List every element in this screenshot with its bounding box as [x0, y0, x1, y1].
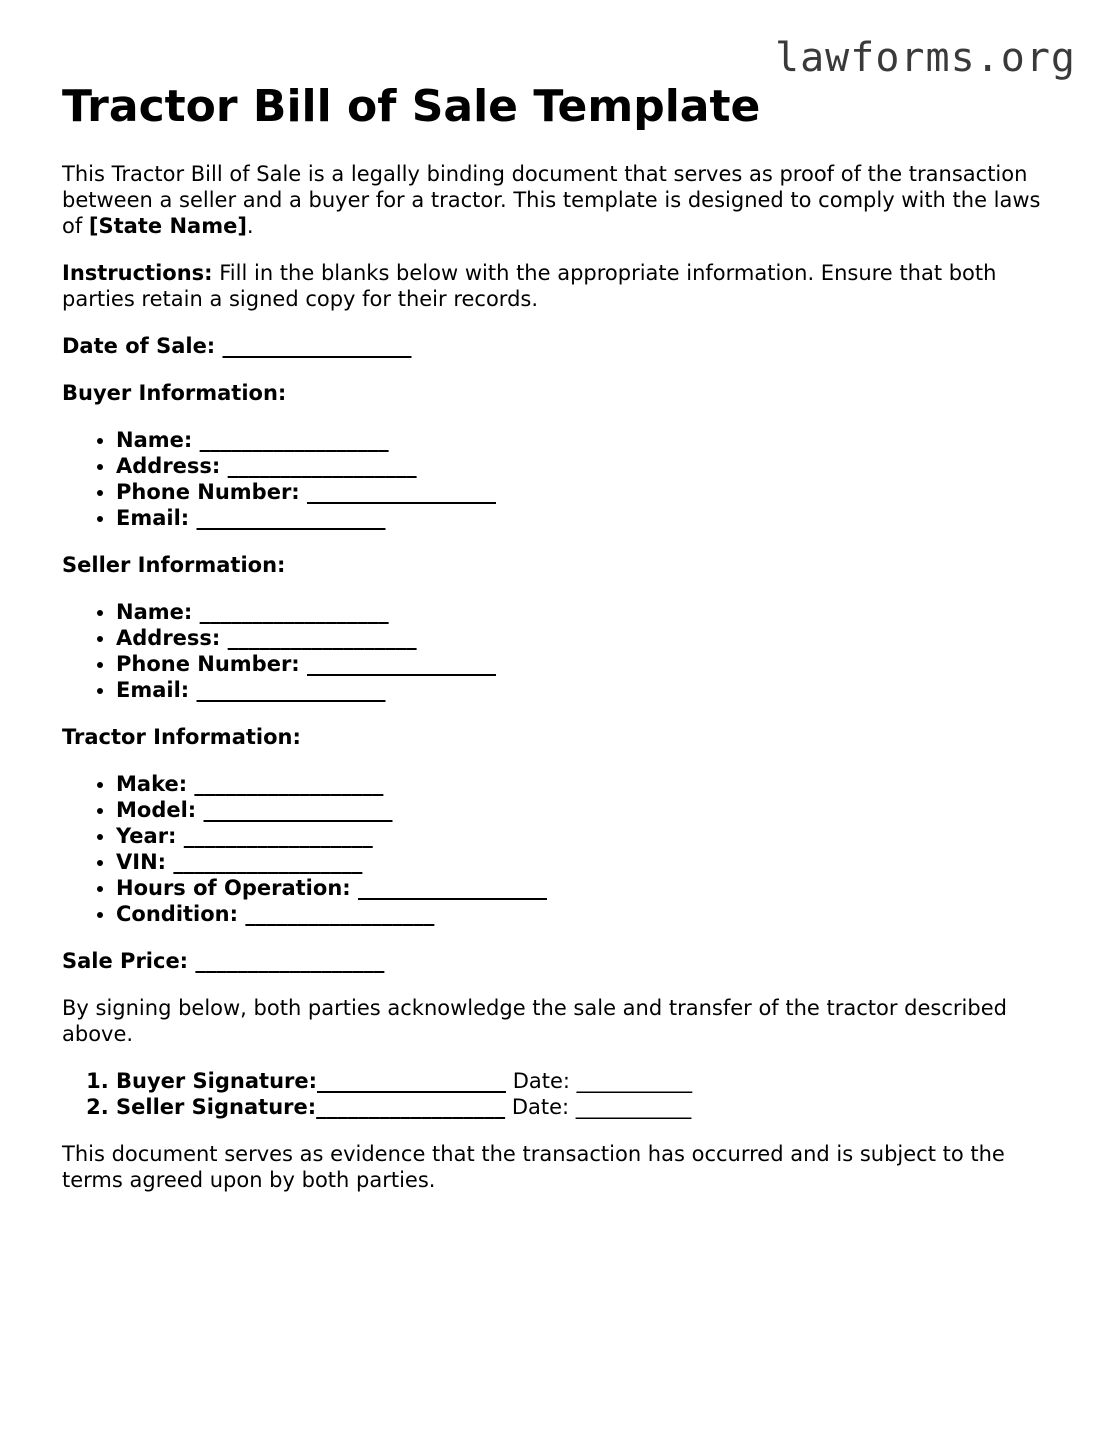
seller-email-field[interactable]: • Email: __________________ — [116, 677, 1052, 703]
buyer-signature-label[interactable]: Buyer Signature:__________________ — [116, 1069, 507, 1093]
tractor-year-field[interactable]: • Year: __________________ — [116, 823, 1052, 849]
tractor-model-field[interactable]: • Model: __________________ — [116, 797, 1052, 823]
tractor-hours-field[interactable]: • Hours of Operation: __________________ — [116, 875, 1052, 901]
acknowledgement-paragraph: By signing below, both parties acknowledge the sale and transfer of the tractor described above. — [62, 996, 1007, 1046]
instructions-text: Fill in the blanks below with the appropriate information. Ensure that both parties retain a signed copy for their records. — [62, 261, 997, 311]
seller-section-heading: Seller Information: — [62, 553, 286, 577]
seller-phone-field[interactable]: • Phone Number: __________________ — [116, 651, 1052, 677]
tractor-section-heading: Tractor Information: — [62, 725, 301, 749]
watermark: lawforms.org — [775, 35, 1076, 81]
buyer-section-heading: Buyer Information: — [62, 381, 287, 405]
tractor-condition-field[interactable]: • Condition: __________________ — [116, 901, 1052, 927]
seller-address-field[interactable]: • Address: __________________ — [116, 625, 1052, 651]
document-page — [62, 80, 1052, 1193]
tractor-fields-list — [62, 771, 1052, 927]
buyer-phone-field[interactable]: • Phone Number: __________________ — [116, 479, 1052, 505]
instructions-label: Instructions: — [62, 261, 213, 285]
seller-fields-list — [62, 599, 1052, 703]
date-of-sale-blank[interactable]: __________________ — [215, 334, 412, 358]
instructions-paragraph — [62, 260, 1052, 312]
buyer-name-field[interactable]: • Name: __________________ — [116, 427, 1052, 453]
intro-end: . — [246, 214, 254, 238]
state-name-placeholder: [State Name] — [88, 214, 247, 238]
buyer-email-field[interactable]: • Email: __________________ — [116, 505, 1052, 531]
buyer-signature-date[interactable]: Date: ___________ — [506, 1069, 693, 1093]
closing-paragraph: This document serves as evidence that the transaction has occurred and is subject to the terms agreed upon by both parties. — [62, 1142, 1005, 1192]
seller-signature-line[interactable] — [116, 1094, 1052, 1120]
date-of-sale-field[interactable] — [62, 333, 1052, 359]
intro-paragraph — [62, 161, 1052, 239]
signature-list — [62, 1068, 1052, 1120]
buyer-signature-line[interactable] — [116, 1068, 1052, 1094]
seller-signature-date[interactable]: Date: ___________ — [505, 1095, 692, 1119]
tractor-make-field[interactable]: • Make: __________________ — [116, 771, 1052, 797]
buyer-fields-list — [62, 427, 1052, 531]
page-title: Tractor Bill of Sale Template — [62, 81, 761, 132]
seller-name-field[interactable]: • Name: __________________ — [116, 599, 1052, 625]
sale-price-field[interactable]: Sale Price: __________________ — [62, 949, 385, 973]
date-of-sale-label: Date of Sale: — [62, 334, 216, 358]
intro-text: This Tractor Bill of Sale is a legally binding document that serves as proof of the transaction between a seller and a buyer for a tractor. This template is designed to comply with the laws of — [62, 162, 1041, 238]
tractor-vin-field[interactable]: • VIN: __________________ — [116, 849, 1052, 875]
buyer-address-field[interactable]: • Address: __________________ — [116, 453, 1052, 479]
seller-signature-label[interactable]: Seller Signature:__________________ — [116, 1095, 506, 1119]
